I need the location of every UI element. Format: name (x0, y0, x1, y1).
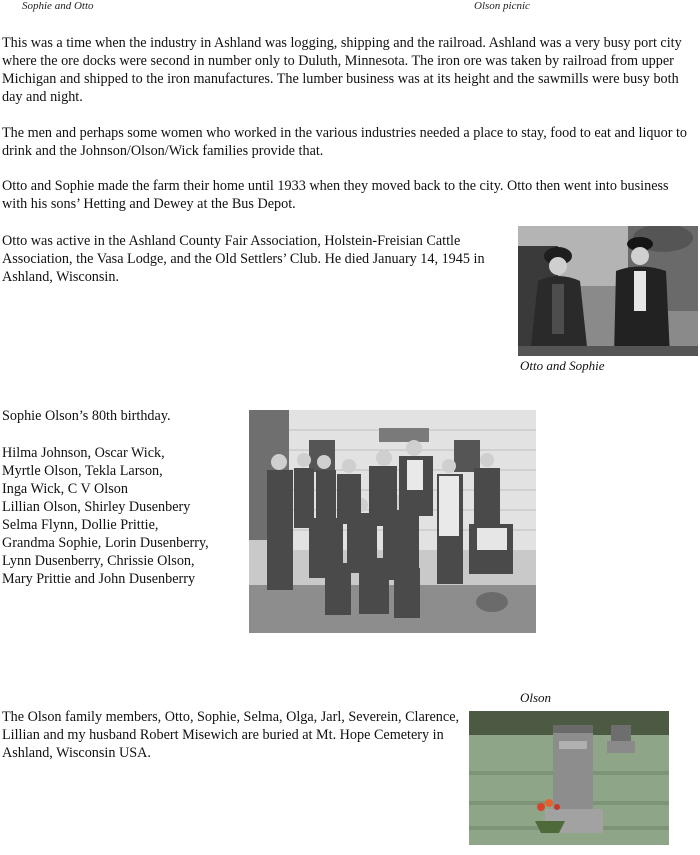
header-left-caption: Sophie and Otto (22, 0, 94, 12)
olson-caption: Olson (520, 690, 552, 705)
otto-sophie-caption: Otto and Sophie (520, 358, 605, 373)
birthday-group-photo (249, 410, 536, 633)
birthday-name-line: Lynn Dusenberry, Chrissie Olson, (2, 553, 195, 569)
birthday-name-line: Myrtle Olson, Tekla Larson, (2, 463, 163, 479)
paragraph-workers: The men and perhaps some women who worked in the various industries needed a place to stay, food to eat and liquor to drink and the Johnson/Olson/Wick families provide that. (2, 125, 688, 159)
birthday-name-line: Inga Wick, C V Olson (2, 481, 128, 497)
birthday-names-list (2, 444, 209, 588)
birthday-name-line: Selma Flynn, Dollie Prittie, (2, 517, 159, 533)
paragraph-burial: The Olson family members, Otto, Sophie, Selma, Olga, Jarl, Severein, Clarence, Lillian and my husband Robert Misewich are buried at Mt. Hope Cemetery in Ashland, Wisconsin USA. (2, 709, 460, 761)
birthday-name-line: Grandma Sophie, Lorin Dusenberry, (2, 535, 209, 551)
birthday-name-line: Hilma Johnson, Oscar Wick, (2, 445, 165, 461)
otto-sophie-photo (518, 226, 698, 356)
birthday-name-line: Mary Prittie and John Dusenberry (2, 571, 196, 587)
olson-gravestone-photo (469, 711, 669, 845)
paragraph-otto-active: Otto was active in the Ashland County Fair Association, Holstein-Freisian Cattle Association, the Vasa Lodge, and the Old Settlers’ Club. He died January 14, 1945 in Ashland, Wisconsin. (2, 233, 485, 285)
birthday-title: Sophie Olson’s 80th birthday. (2, 408, 171, 424)
paragraph-farm: Otto and Sophie made the farm their home until 1933 when they moved back to the city. Otto then went into business with his sons’ Hetting and Dewey at the Bus Depot. (2, 178, 669, 212)
paragraph-industry: This was a time when the industry in Ashland was logging, shipping and the railroad. Ashland was a very busy port city where the ore docks were second in number only to Duluth, Minnesota. The iron ore was taken by railroad from upper Michigan and shipped to the iron manufactures. The lumber business was at its height and the sawmills were busy both day and night. (2, 35, 682, 105)
birthday-name-line: Lillian Olson, Shirley Dusenbery (2, 499, 191, 515)
header-right-caption: Olson picnic (474, 0, 530, 12)
